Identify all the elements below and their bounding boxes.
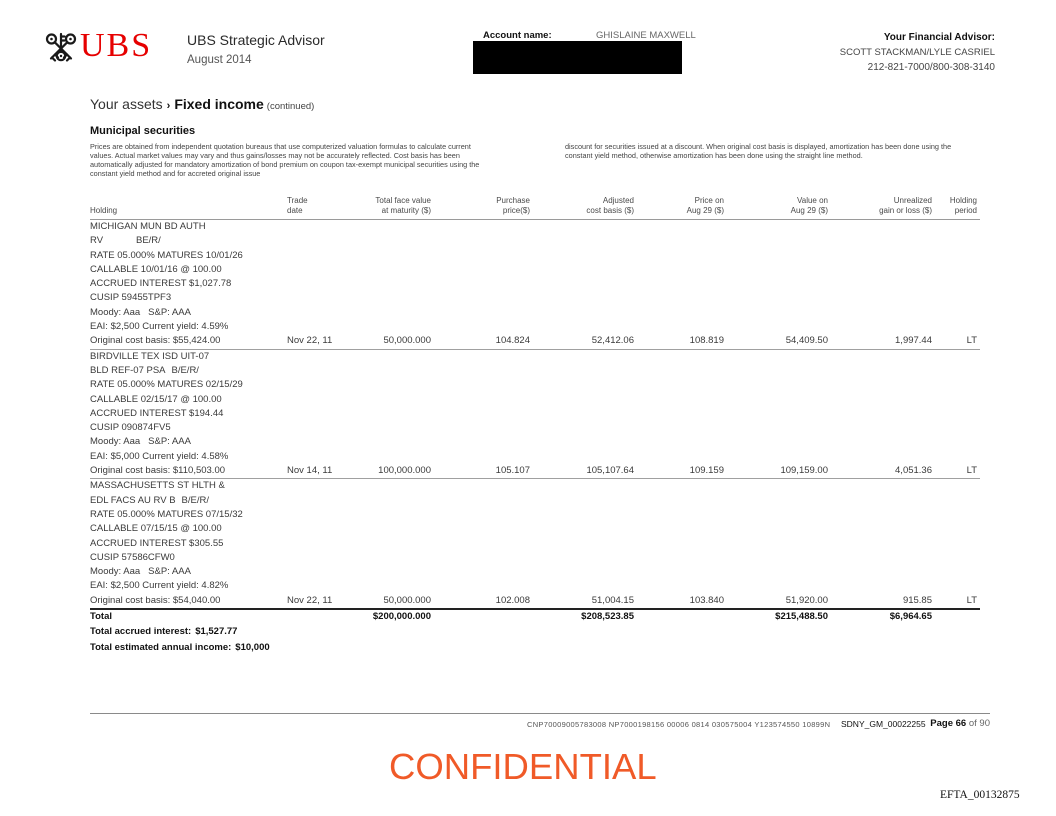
table-row xyxy=(90,479,980,610)
moody-rating: Moody: Aaa xyxy=(90,436,141,448)
col-value: Value on Aug 29 ($) xyxy=(790,196,828,215)
holding-period: LT xyxy=(966,594,977,606)
col-face-value: Total face value at maturity ($) xyxy=(375,196,431,215)
issue-type: EDL FACS AU RV B xyxy=(90,494,176,506)
accrued-interest: ACCRUED INTEREST $305.55 xyxy=(90,537,224,549)
callable: CALLABLE 10/01/16 @ 100.00 xyxy=(90,263,222,275)
eai-yield: EAI: $2,500 Current yield: 4.82% xyxy=(90,580,229,592)
total-adjusted-cost-basis: $208,523.85 xyxy=(581,611,634,623)
callable: CALLABLE 02/15/17 @ 100.00 xyxy=(90,393,222,405)
col-holding-period: Holding period xyxy=(949,196,977,215)
col-purchase-price: Purchase price($) xyxy=(496,196,530,215)
rate-maturity: RATE 05.000% MATURES 10/01/26 xyxy=(90,249,243,261)
advisor-label: Your Financial Advisor: xyxy=(883,32,995,43)
value-on-date: 51,920.00 xyxy=(785,594,828,606)
ratings-line xyxy=(90,565,980,579)
issue-type: RV xyxy=(90,235,104,247)
security-name: MICHIGAN MUN BD AUTH xyxy=(90,221,206,232)
security-type-line xyxy=(90,494,980,508)
original-cost-basis: Original cost basis: $54,040.00 xyxy=(90,594,221,606)
ratings-line xyxy=(90,306,980,320)
financial-advisor-block xyxy=(840,31,995,75)
totals-row xyxy=(90,610,980,624)
breadcrumb-note: (continued) xyxy=(266,101,315,112)
eai-yield: EAI: $5,000 Current yield: 4.58% xyxy=(90,450,229,462)
section-title: Municipal securities xyxy=(90,125,196,137)
table-row xyxy=(90,350,980,480)
footer-document-code: CNP70009005783008 NP7000198156 00006 0814 030575004 Y123574550 10899N xyxy=(527,720,831,729)
rate-maturity: RATE 05.000% MATURES 02/15/29 xyxy=(90,379,243,391)
totals-label: Total xyxy=(90,611,112,623)
total-estimated-annual-income: Total estimated annual income: $10,000 xyxy=(90,642,270,654)
advisor-phone: 212-821-7000/800-308-3140 xyxy=(867,62,995,73)
cusip: CUSIP 59455TPF3 xyxy=(90,292,172,304)
original-cost-basis: Original cost basis: $55,424.00 xyxy=(90,335,221,347)
security-name: BIRDVILLE TEX ISD UIT-07 xyxy=(90,350,210,362)
col-adjusted-cost-basis: Adjusted cost basis ($) xyxy=(586,196,634,215)
municipal-securities-table xyxy=(90,195,980,656)
trade-date: Nov 14, 11 xyxy=(287,465,333,477)
purchase-price: 104.824 xyxy=(495,335,530,347)
col-unrealized-gain-loss: Unrealized gain or loss ($) xyxy=(879,196,932,215)
three-keys-icon xyxy=(44,32,78,62)
cusip: CUSIP 090874FV5 xyxy=(90,422,171,434)
issue-flags: B/E/R/ xyxy=(181,494,209,506)
accrued-interest: ACCRUED INTEREST $1,027.78 xyxy=(90,278,232,290)
ubs-logo-text: UBS xyxy=(80,27,153,64)
adjusted-cost-basis: 52,412.06 xyxy=(591,335,634,347)
page-indicator xyxy=(930,718,990,730)
ratings-line xyxy=(90,435,980,449)
breadcrumb-current: Fixed income xyxy=(174,96,264,112)
col-price: Price on Aug 29 ($) xyxy=(686,196,724,215)
holding-period: LT xyxy=(966,335,977,347)
product-name: UBS Strategic Advisor xyxy=(187,32,325,48)
holding-period: LT xyxy=(966,465,977,477)
rate-maturity: RATE 05.000% MATURES 07/15/32 xyxy=(90,508,243,520)
row-values xyxy=(90,594,980,608)
original-cost-basis: Original cost basis: $110,503.00 xyxy=(90,465,226,477)
account-name: GHISLAINE MAXWELL xyxy=(596,30,696,41)
table-row xyxy=(90,220,980,350)
unrealized-gain-loss: 4,051.36 xyxy=(895,465,932,477)
purchase-price: 102.008 xyxy=(495,594,530,606)
face-value: 50,000.000 xyxy=(383,335,431,347)
face-value: 50,000.000 xyxy=(383,594,431,606)
purchase-price: 105.107 xyxy=(495,465,530,477)
sp-rating: S&P: AAA xyxy=(148,306,191,318)
efta-stamp: EFTA_00132875 xyxy=(940,789,1020,801)
table-header xyxy=(90,195,980,220)
row-values xyxy=(90,464,980,478)
total-value: $215,488.50 xyxy=(775,611,828,623)
bates-stamp: SDNY_GM_00022255 xyxy=(841,719,926,729)
security-type-line xyxy=(90,364,980,378)
eai-yield: EAI: $2,500 Current yield: 4.59% xyxy=(90,321,229,333)
confidential-stamp: CONFIDENTIAL xyxy=(389,746,657,787)
adjusted-cost-basis: 105,107.64 xyxy=(586,465,634,477)
sp-rating: S&P: AAA xyxy=(148,566,191,578)
callable: CALLABLE 07/15/15 @ 100.00 xyxy=(90,523,222,535)
unrealized-gain-loss: 1,997.44 xyxy=(895,335,932,347)
accrued-interest: ACCRUED INTEREST $194.44 xyxy=(90,407,224,419)
breadcrumb xyxy=(90,95,314,116)
unrealized-gain-loss: 915.85 xyxy=(902,594,932,606)
redaction-box xyxy=(473,41,682,74)
summary xyxy=(90,624,980,656)
cusip: CUSIP 57586CFW0 xyxy=(90,551,175,563)
breadcrumb-separator-icon: › xyxy=(166,100,171,112)
disclaimer-left: Prices are obtained from independent quotation bureaus that use computerized valuation formulas to calculate current values. Actual market values may vary and thus gains/losses may not be accurately reflected. Cost basis has been automatically adjusted for mandatory amortization of bond premium on coupon tax-exempt municipal securities using the constant yield method and for accreted original issue xyxy=(90,142,480,178)
sp-rating: S&P: AAA xyxy=(148,436,191,448)
value-on-date: 54,409.50 xyxy=(785,335,828,347)
account-name-label: Account name: xyxy=(483,30,552,41)
adjusted-cost-basis: 51,004.15 xyxy=(591,594,634,606)
total-face-value: $200,000.000 xyxy=(372,611,431,623)
trade-date: Nov 22, 11 xyxy=(287,594,333,606)
advisor-names: SCOTT STACKMAN/LYLE CASRIEL xyxy=(839,47,995,58)
price-on-date: 103.840 xyxy=(689,594,724,606)
issue-type: BLD REF-07 PSA xyxy=(90,364,166,376)
footer-divider xyxy=(90,713,990,714)
security-name: MASSACHUSETTS ST HLTH & xyxy=(90,480,225,492)
breadcrumb-parent: Your assets xyxy=(90,96,163,112)
page-total: of 90 xyxy=(968,718,990,729)
trade-date: Nov 22, 11 xyxy=(287,335,333,347)
face-value: 100,000.000 xyxy=(378,465,431,477)
price-on-date: 109.159 xyxy=(689,465,724,477)
value-on-date: 109,159.00 xyxy=(780,465,828,477)
issue-flags: B/E/R/ xyxy=(171,364,199,376)
total-unrealized-gain-loss: $6,964.65 xyxy=(889,611,932,623)
col-holding: Holding xyxy=(90,206,118,215)
disclaimer-right: discount for securities issued at a discount. When original cost basis is displayed, amortization has been done using the constant yield method, otherwise amortization has been done using the straight line method. xyxy=(565,142,952,160)
issue-flags: BE/R/ xyxy=(136,235,161,247)
page-number: 66 xyxy=(955,718,967,729)
security-type-line xyxy=(90,234,980,248)
price-on-date: 108.819 xyxy=(689,335,724,347)
moody-rating: Moody: Aaa xyxy=(90,306,141,318)
row-values xyxy=(90,334,980,348)
col-trade-date: Trade date xyxy=(287,196,308,215)
moody-rating: Moody: Aaa xyxy=(90,566,141,578)
page-label: Page xyxy=(930,718,953,729)
total-accrued-interest: Total accrued interest: $1,527.77 xyxy=(90,626,238,638)
statement-period: August 2014 xyxy=(187,54,252,66)
